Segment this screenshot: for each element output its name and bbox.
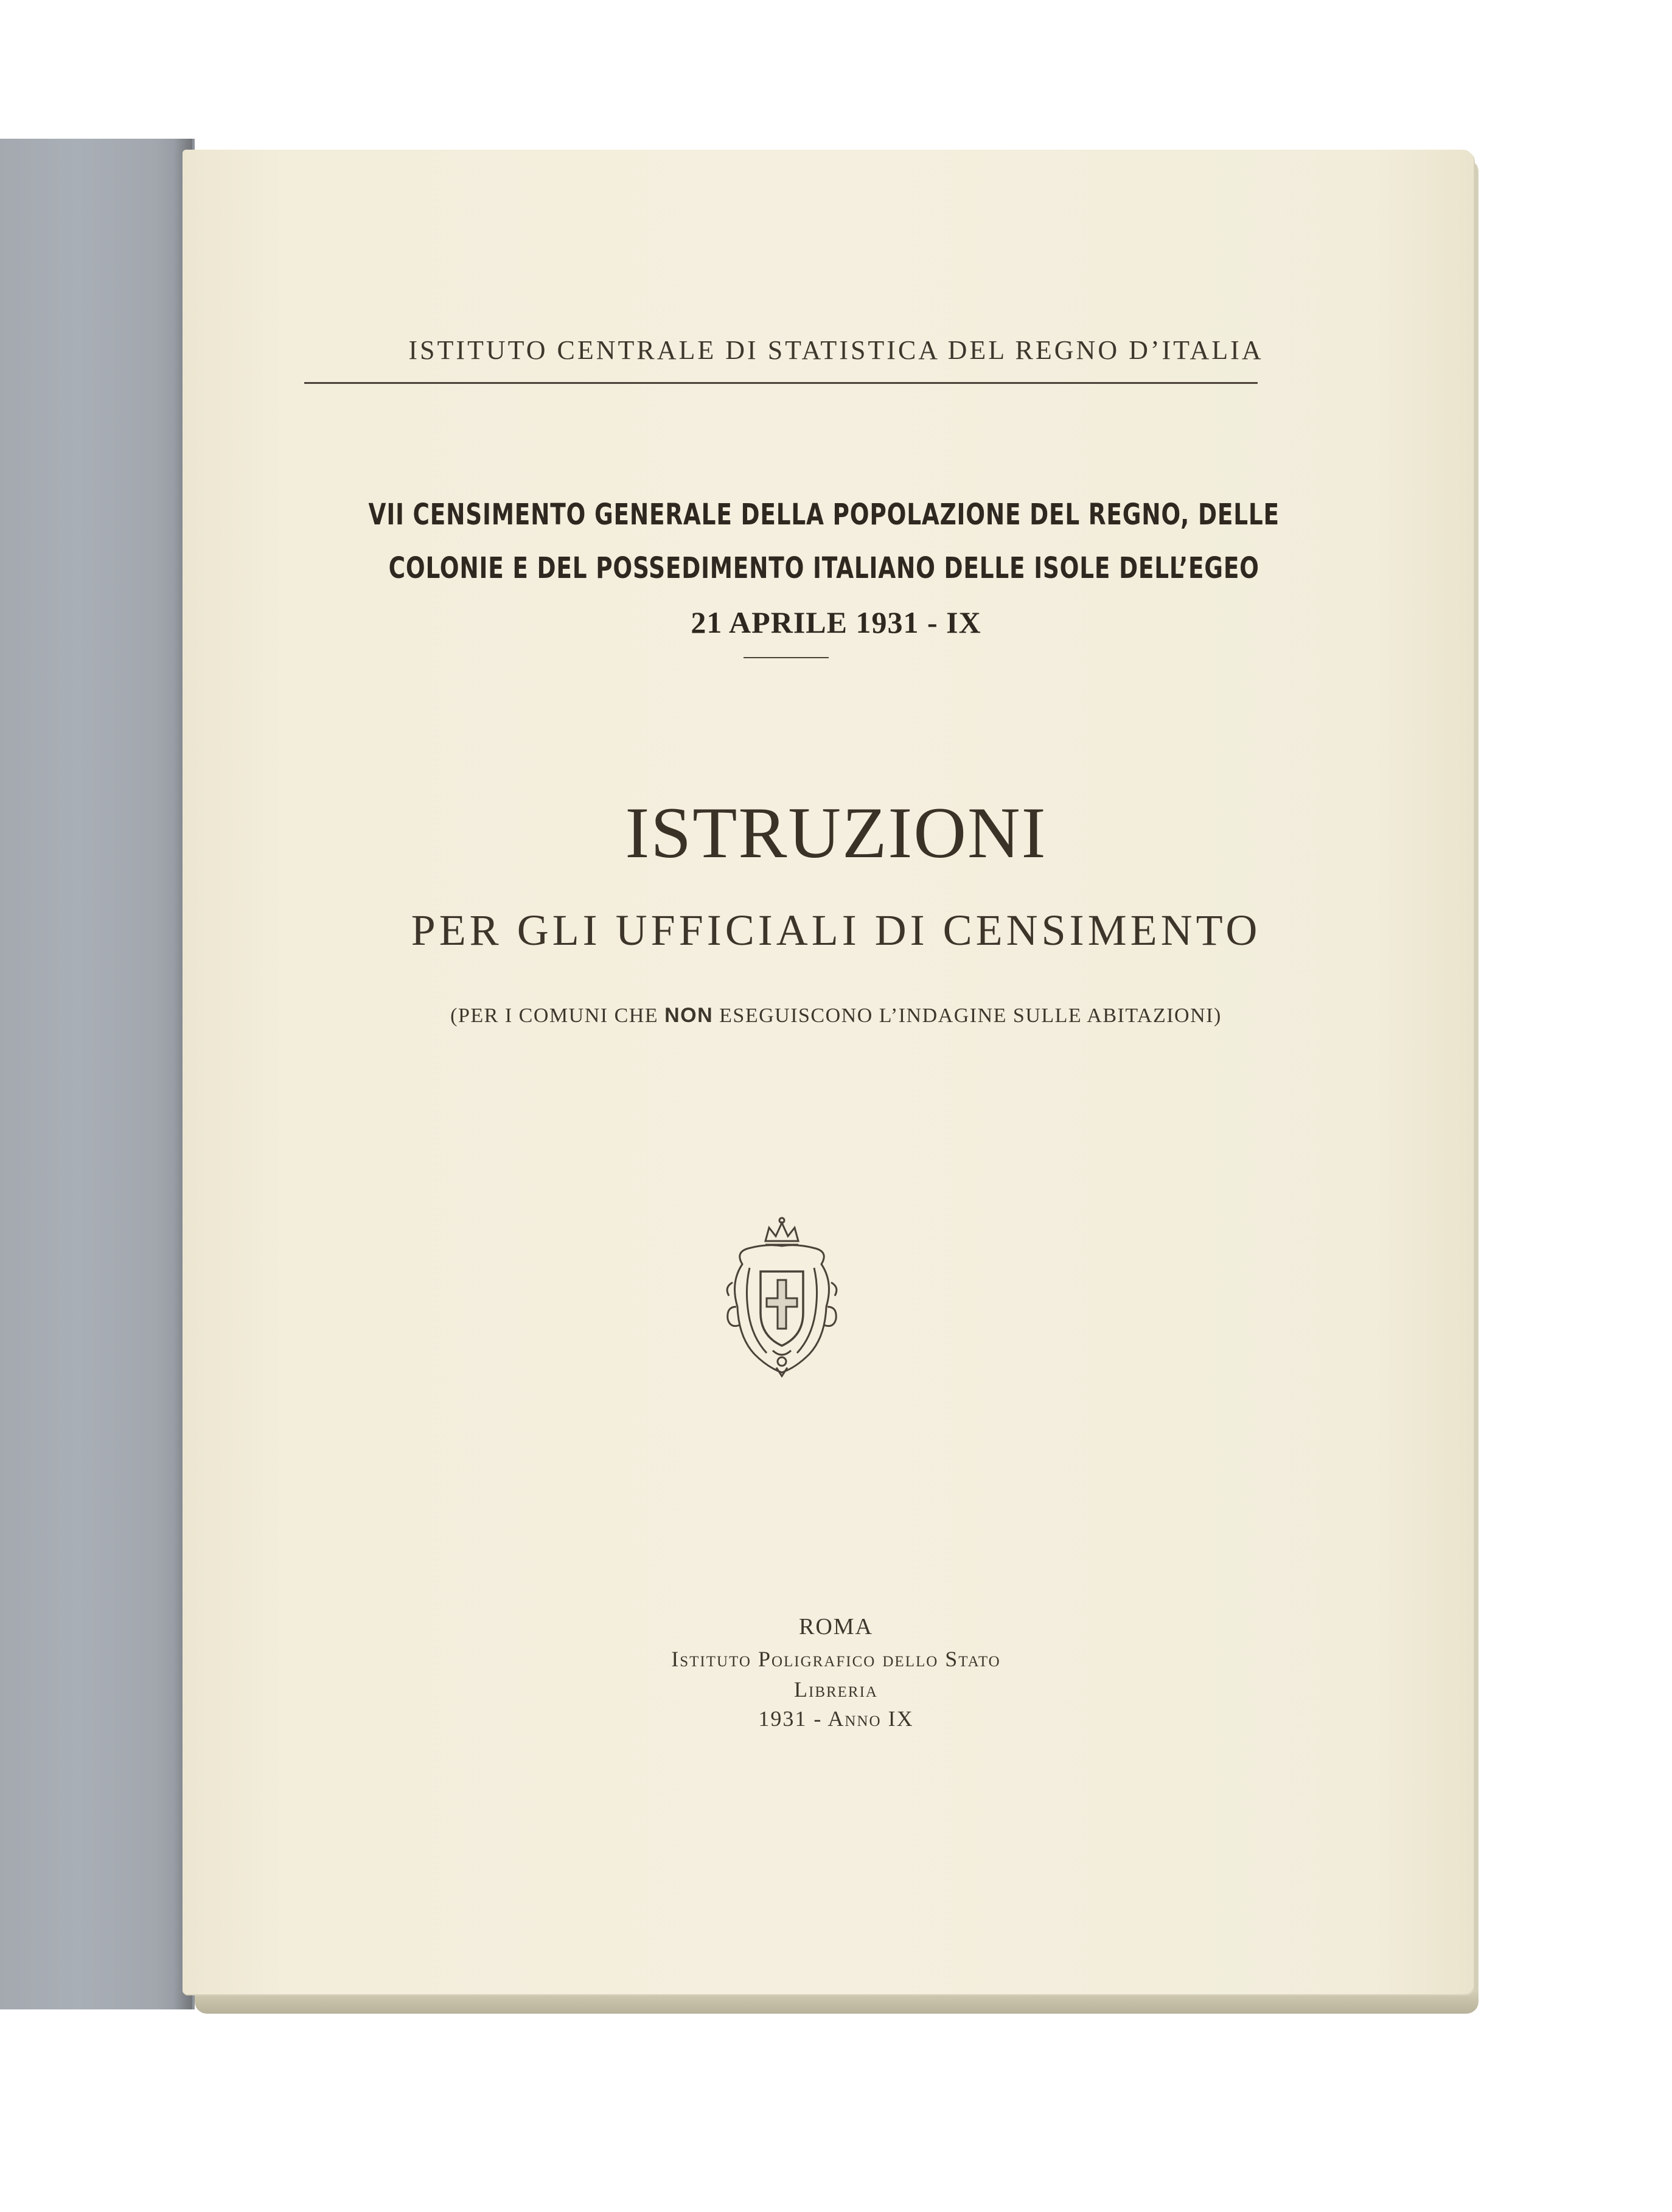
census-title-line-1: VII CENSIMENTO GENERALE DELLA POPOLAZIONE DEL REGNO, DELLE [368,498,1280,532]
scope-note-before: (PER I COMUNI CHE [450,1004,665,1027]
document-title: ISTRUZIONI [625,792,1047,873]
header-rule [304,382,1258,384]
imprint-year: 1931 - Anno IX [758,1706,914,1731]
royal-coat-of-arms-icon [718,1216,846,1380]
document-subtitle: PER GLI UFFICIALI DI CENSIMENTO [411,906,1261,955]
scope-note-emphasis: NON [664,1004,714,1027]
scope-note [0,1004,1672,1028]
census-title-line-2: COLONIE E DEL POSSEDIMENTO ITALIANO DELLE ISOLE DELL’EGEO [388,551,1259,585]
institute-header: ISTITUTO CENTRALE DI STATISTICA DEL REGNO D’ITALIA [408,335,1264,365]
imprint-division: Libreria [794,1677,878,1702]
imprint-publisher: Istituto Poligrafico dello Stato [671,1647,1001,1671]
imprint-city: ROMA [798,1614,874,1640]
scope-note-after: ESEGUISCONO L’INDAGINE SULLE ABITAZIONI) [713,1004,1222,1027]
section-divider [744,657,829,658]
census-date: 21 APRILE 1931 - IX [691,605,981,639]
